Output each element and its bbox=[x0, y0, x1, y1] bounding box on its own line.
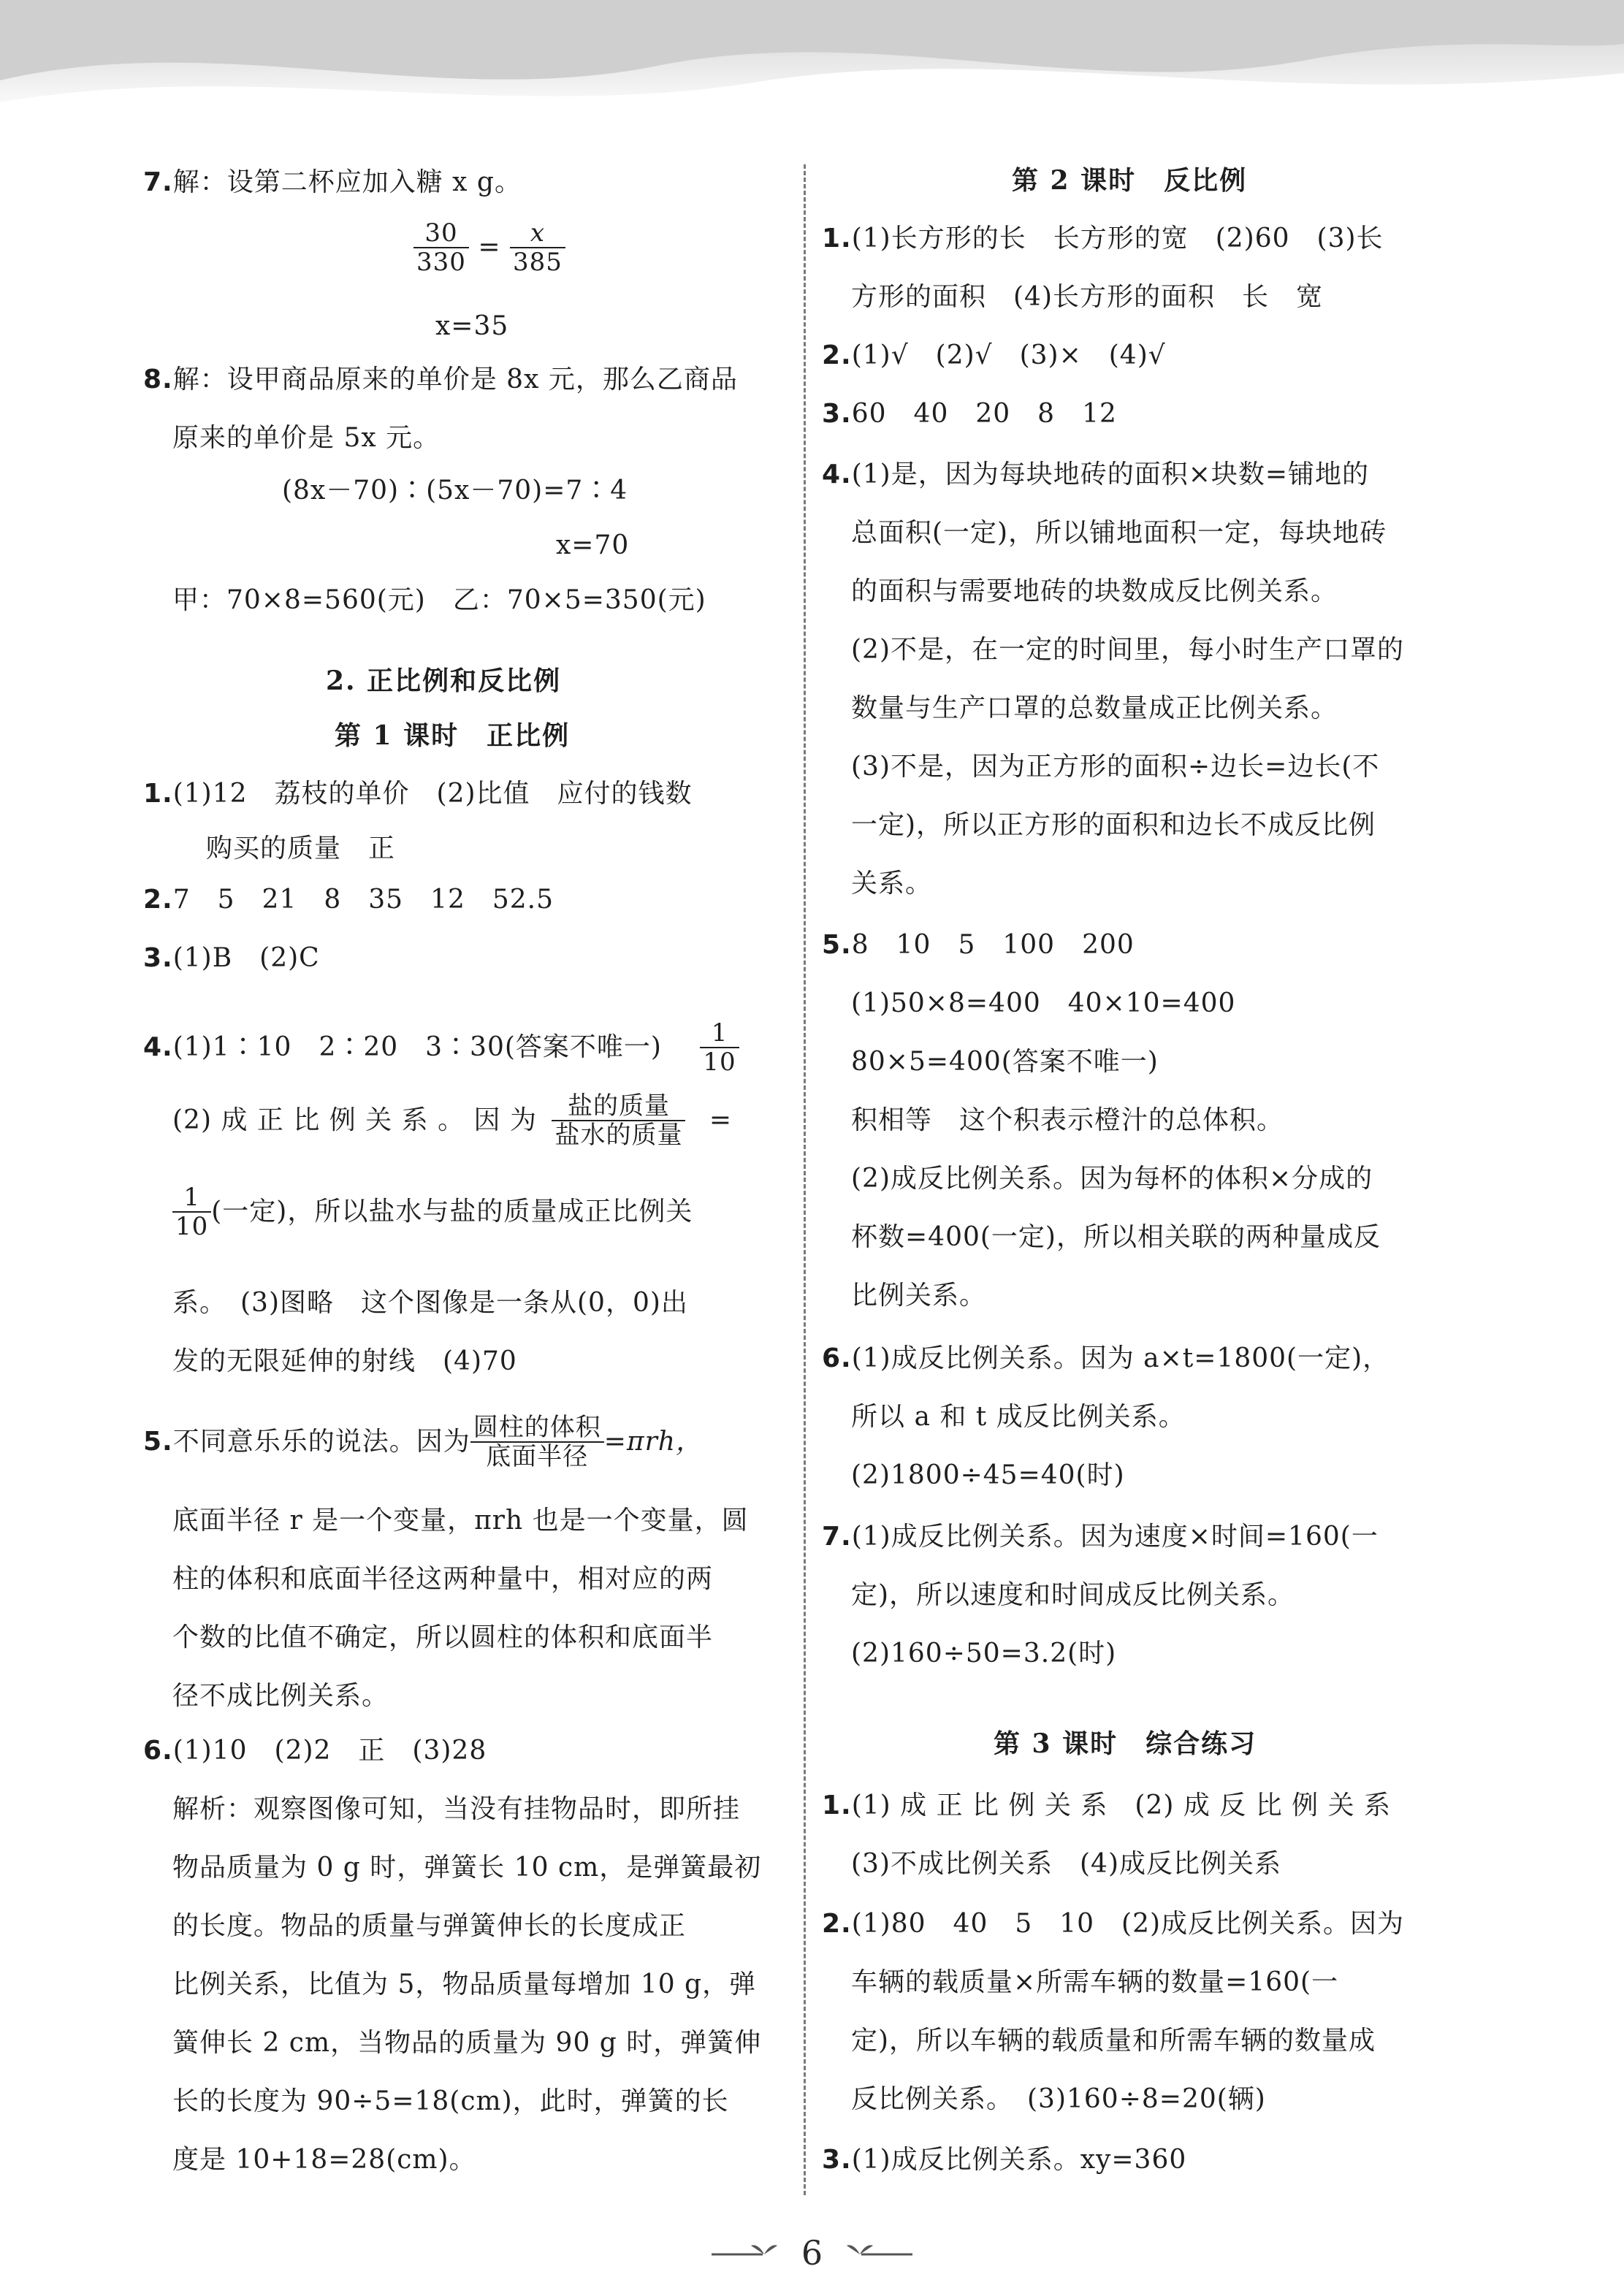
l2-q6-line1 bbox=[822, 1343, 1389, 1375]
l2-q1-line1 bbox=[822, 223, 1384, 255]
l1-q5-line1 bbox=[143, 1414, 703, 1479]
fraction bbox=[172, 1183, 211, 1240]
q8-equation: (8x－70)∶(5x－70)=7∶4 bbox=[282, 476, 628, 506]
l2-q3 bbox=[822, 398, 1117, 430]
l2-q4-line4: (2)不是，在一定的时间里，每小时生产口罩的 bbox=[851, 635, 1404, 665]
l1-q4-line5: 发的无限延伸的射线 (4)70 bbox=[172, 1346, 517, 1376]
l2-q7-line1 bbox=[822, 1521, 1379, 1553]
page-footer bbox=[0, 2232, 1624, 2271]
l2-q1-line2: 方形的面积 (4)长方形的面积 长 宽 bbox=[851, 282, 1323, 312]
text: =πrh， bbox=[603, 1427, 703, 1457]
l1-q4-line3 bbox=[172, 1183, 693, 1249]
q8-text: 解：设甲商品原来的单价是 8x 元，那么乙商品 bbox=[172, 365, 738, 394]
l2-q4-line1 bbox=[822, 459, 1369, 491]
l2-q5-line2: (1)50×8=400 40×10=400 bbox=[851, 988, 1236, 1018]
l2-q5-line7: 比例关系。 bbox=[851, 1281, 987, 1311]
l1-q6-line6: 簧伸长 2 cm，当物品的质量为 90 g 时，弹簧伸 bbox=[172, 2028, 762, 2058]
text: (1)长方形的长 长方形的宽 (2)60 (3)长 bbox=[851, 224, 1384, 253]
l3-q1-line2: (3)不成比例关系 (4)成反比例关系 bbox=[851, 1849, 1281, 1879]
l2-q6-line3: (2)1800÷45=40(时) bbox=[851, 1460, 1125, 1490]
q7-intro: 解：设第二杯应加入糖 x g。 bbox=[172, 167, 522, 197]
l1-q6-line5: 比例关系，比值为 5，物品质量每增加 10 g，弹 bbox=[172, 1969, 757, 1999]
text: 60 40 20 8 12 bbox=[851, 399, 1117, 429]
lesson2-title: 第 2 课时 反比例 bbox=[1012, 165, 1248, 196]
l2-q5-line1 bbox=[822, 929, 1135, 961]
question-number: 1. bbox=[822, 1790, 852, 1820]
l1-q6-line7: 长的长度为 90÷5=18(cm)，此时，弹簧的长 bbox=[172, 2086, 729, 2116]
question-number: 5. bbox=[822, 930, 852, 960]
question-number: 2. bbox=[822, 1909, 852, 1939]
l3-q2-line2: 车辆的载质量×所需车辆的数量=160(一 bbox=[851, 1967, 1339, 1997]
frac-denominator: 10 bbox=[703, 1048, 736, 1077]
text: (1)成反比例关系。因为速度×时间=160(一 bbox=[851, 1522, 1379, 1552]
l1-q4-line4: 系。 (3)图略 这个图像是一条从(0，0)出 bbox=[172, 1288, 688, 1318]
l2-q5-line4: 积相等 这个积表示橙汁的总体积。 bbox=[851, 1105, 1284, 1135]
frac-denominator: 330 bbox=[416, 248, 466, 277]
q7-proportion bbox=[413, 219, 565, 285]
frac-denominator: 10 bbox=[175, 1212, 209, 1241]
lesson1-title: 第 1 课时 正比例 bbox=[335, 720, 571, 751]
l2-q5-line5: (2)成反比例关系。因为每杯的体积×分成的 bbox=[851, 1164, 1373, 1194]
l1-q5-line2: 底面半径 r 是一个变量，πrh 也是一个变量，圆 bbox=[172, 1506, 749, 1536]
l1-q6-line2: 解析：观察图像可知，当没有挂物品时，即所挂 bbox=[172, 1794, 741, 1824]
column-divider bbox=[804, 164, 806, 2195]
l2-q5-line3: 80×5=400(答案不唯一) bbox=[851, 1047, 1159, 1077]
fraction bbox=[470, 1414, 604, 1471]
text: (1)成反比例关系。xy=360 bbox=[851, 2145, 1187, 2175]
l1-q5-line4: 个数的比值不确定，所以圆柱的体积和底面半 bbox=[172, 1622, 714, 1652]
l1-q1-line1 bbox=[143, 778, 693, 810]
frac-numerator: x bbox=[510, 219, 565, 248]
l2-q2 bbox=[822, 340, 1166, 372]
frac-numerator: 1 bbox=[700, 1019, 739, 1048]
section-title: 2. 正比例和反比例 bbox=[326, 665, 562, 696]
q7-fraction-2 bbox=[510, 219, 565, 276]
question-number: 6. bbox=[143, 1736, 173, 1766]
text: (1)成反比例关系。因为 a×t=1800(一定)， bbox=[851, 1343, 1390, 1373]
l2-q4-line7: 一定)，所以正方形的面积和边长不成反比例 bbox=[851, 810, 1376, 840]
question-number: 4. bbox=[822, 459, 852, 489]
q8-line1 bbox=[143, 364, 738, 396]
l1-q4-line2 bbox=[172, 1092, 732, 1158]
l1-q6-line4: 的长度。物品的质量与弹簧伸长的长度成正 bbox=[172, 1911, 687, 1941]
text: 不同意乐乐的说法。因为 bbox=[172, 1427, 470, 1457]
l2-q4-line3: 的面积与需要地砖的块数成反比例关系。 bbox=[851, 576, 1338, 606]
l1-q4-text: (1)1∶10 2∶20 3∶30(答案不唯一) bbox=[172, 1032, 662, 1062]
frac-denominator: 底面半径 bbox=[486, 1442, 589, 1471]
l2-q5-line6: 杯数=400(一定)，所以相关联的两种量成反 bbox=[851, 1222, 1381, 1252]
l1-q5-line3: 柱的体积和底面半径这两种量中，相对应的两 bbox=[172, 1564, 714, 1594]
question-number: 3. bbox=[143, 943, 173, 973]
fraction bbox=[552, 1092, 685, 1149]
lesson3-title: 第 3 课时 综合练习 bbox=[994, 1728, 1257, 1759]
q7-line1 bbox=[143, 167, 522, 199]
fraction bbox=[700, 1019, 739, 1076]
frac-numerator: 1 bbox=[172, 1183, 211, 1213]
text: (1)√ (2)√ (3)× (4)√ bbox=[851, 340, 1166, 370]
frac-denominator: 385 bbox=[512, 248, 563, 277]
question-number: 1. bbox=[143, 779, 173, 809]
l2-q4-line5: 数量与生产口罩的总数量成正比例关系。 bbox=[851, 693, 1338, 723]
l1-q3-text: (1)B (2)C bbox=[172, 943, 320, 973]
equals-sign: = bbox=[709, 1105, 733, 1135]
question-number: 7. bbox=[143, 167, 173, 197]
q8-line2: 原来的单价是 5x 元。 bbox=[172, 423, 441, 453]
l1-q6-line1 bbox=[143, 1735, 487, 1767]
right-leaf-ornament-icon bbox=[847, 2238, 912, 2268]
q7-result: x=35 bbox=[435, 311, 509, 341]
frac-numerator: 30 bbox=[413, 219, 469, 248]
question-number: 6. bbox=[822, 1343, 852, 1373]
page-number: 6 bbox=[801, 2233, 823, 2273]
text: (1)是，因为每块地砖的面积×块数=铺地的 bbox=[851, 459, 1370, 489]
text: (1)10 (2)2 正 (3)28 bbox=[172, 1736, 487, 1766]
text: (1) 成 正 比 例 关 系 (2) 成 反 比 例 关 系 bbox=[851, 1790, 1392, 1820]
l2-q4-line2: 总面积(一定)，所以铺地面积一定，每块地砖 bbox=[851, 518, 1387, 548]
l2-q7-line2: 定)，所以速度和时间成反比例关系。 bbox=[851, 1580, 1295, 1610]
l2-q4-line6: (3)不是，因为正方形的面积÷边长=边长(不 bbox=[851, 752, 1380, 782]
l1-q2 bbox=[143, 884, 554, 916]
header-wave-decoration bbox=[0, 0, 1624, 124]
question-number: 1. bbox=[822, 224, 852, 253]
question-number: 5. bbox=[143, 1427, 173, 1457]
q7-fraction-1 bbox=[413, 219, 469, 276]
q8-answer: 甲：70×8=560(元) 乙：70×5=350(元) bbox=[172, 585, 706, 615]
question-number: 2. bbox=[822, 340, 852, 370]
frac-denominator: 盐水的质量 bbox=[554, 1121, 683, 1150]
l3-q2-line4: 反比例关系。 (3)160÷8=20(辆) bbox=[851, 2084, 1266, 2114]
question-number: 3. bbox=[822, 2145, 852, 2175]
l1-q6-line8: 度是 10+18=28(cm)。 bbox=[172, 2145, 476, 2175]
l1-q4-line1 bbox=[143, 1019, 739, 1078]
question-number: 3. bbox=[822, 399, 852, 429]
l1-q2-text: 7 5 21 8 35 12 52.5 bbox=[172, 885, 554, 915]
question-number: 4. bbox=[143, 1032, 173, 1062]
l2-q6-line2: 所以 a 和 t 成反比例关系。 bbox=[851, 1402, 1186, 1432]
equals-sign: = bbox=[478, 232, 501, 262]
l3-q3-line1 bbox=[822, 2144, 1186, 2176]
text: 8 10 5 100 200 bbox=[851, 930, 1135, 960]
l1-q5-line5: 径不成比例关系。 bbox=[172, 1681, 389, 1711]
q8-result: x=70 bbox=[556, 530, 630, 560]
l2-q7-line3: (2)160÷50=3.2(时) bbox=[851, 1639, 1117, 1668]
l1-q3 bbox=[143, 942, 320, 975]
left-leaf-ornament-icon bbox=[712, 2238, 777, 2268]
question-number: 2. bbox=[143, 885, 173, 915]
text: (一定)，所以盐水与盐的质量成正比例关 bbox=[211, 1197, 693, 1227]
text: (2) 成 正 比 例 关 系 。 因 为 bbox=[172, 1105, 537, 1135]
frac-numerator: 圆柱的体积 bbox=[470, 1414, 604, 1443]
l1-q1-line2: 购买的质量 正 bbox=[206, 834, 396, 863]
l2-q4-line8: 关系。 bbox=[851, 869, 933, 899]
question-number: 7. bbox=[822, 1522, 852, 1552]
l3-q1-line1 bbox=[822, 1790, 1391, 1822]
question-number: 8. bbox=[143, 365, 173, 394]
frac-numerator: 盐的质量 bbox=[552, 1092, 685, 1121]
l3-q2-line3: 定)，所以车辆的载质量和所需车辆的数量成 bbox=[851, 2026, 1376, 2056]
l3-q2-line1 bbox=[822, 1908, 1404, 1940]
l1-q1-text: (1)12 荔枝的单价 (2)比值 应付的钱数 bbox=[172, 779, 693, 809]
text: (1)80 40 5 10 (2)成反比例关系。因为 bbox=[851, 1909, 1405, 1939]
l1-q6-line3: 物品质量为 0 g 时，弹簧长 10 cm，是弹簧最初 bbox=[172, 1853, 762, 1883]
